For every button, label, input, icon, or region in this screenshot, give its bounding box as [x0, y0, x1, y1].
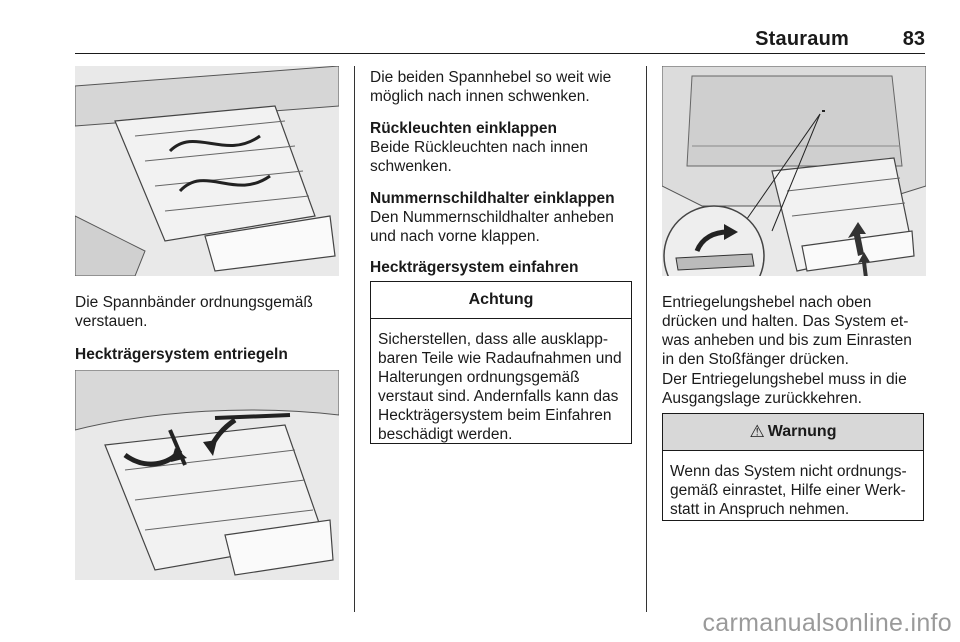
warning-triangle-icon: ⚠ — [749, 422, 765, 441]
warning-box — [662, 413, 924, 521]
warning-header — [663, 414, 923, 451]
caption-straps: Die Spannbänder ordnungsgemäß verstauen. — [75, 294, 313, 330]
column-divider-1 — [354, 66, 355, 612]
intro-text: Die beiden Spannhebel so weit wie möglich nach innen schwenken. — [370, 69, 612, 105]
page-number: 83 — [902, 28, 925, 50]
plate-holder-text: Den Nummernschildhalter anheben und nach vorne klappen. — [370, 209, 614, 245]
column-divider-2 — [646, 66, 647, 612]
lever-return-text: Der Entriegelungshebel muss in die Ausgangslage zurückkehren. — [662, 371, 907, 407]
illustration-straps-stowed — [75, 66, 339, 276]
chapter-title: Stauraum — [755, 28, 849, 50]
heading-plate-holder: Nummernschildhalter einklappen — [370, 190, 615, 207]
carrier-straps-drawing — [75, 66, 339, 276]
tail-lights-text: Beide Rückleuchten nach innen schwenken. — [370, 139, 589, 175]
retract-carrier-drawing — [662, 66, 926, 276]
release-lever-text: Entriegelungshebel nach oben drücken und halten. Das System etwas anheben und bis zum Einrasten in den Stoßfänger drücken. — [662, 294, 912, 368]
unlock-levers-drawing — [75, 370, 339, 580]
caution-title: Achtung — [371, 282, 631, 319]
caution-box — [370, 281, 632, 444]
warning-text: Wenn das System nicht ordnungsgemäß einrastet, Hilfe einer Werkstatt in Anspruch nehmen. — [670, 463, 907, 518]
heading-tail-lights: Rückleuchten einklappen — [370, 120, 557, 137]
caution-text: Sicherstellen, dass alle ausklappbaren Teile wie Radaufnahmen und Halterungen ordnungsgemäß verstaut sind. Andernfalls kann das Heckträgersystem beim Einfahren beschädigt werden. — [378, 331, 622, 443]
watermark: carmanualsonline.info — [702, 609, 952, 637]
illustration-unlock-levers — [75, 370, 339, 580]
illustration-retract-carrier — [662, 66, 926, 276]
heading-retract-carrier: Heckträgersystem einfahren — [370, 259, 579, 276]
running-header — [75, 24, 925, 54]
heading-unlock-carrier: Heckträgersystem entriegeln — [75, 346, 288, 363]
warning-title: Warnung — [767, 423, 837, 440]
